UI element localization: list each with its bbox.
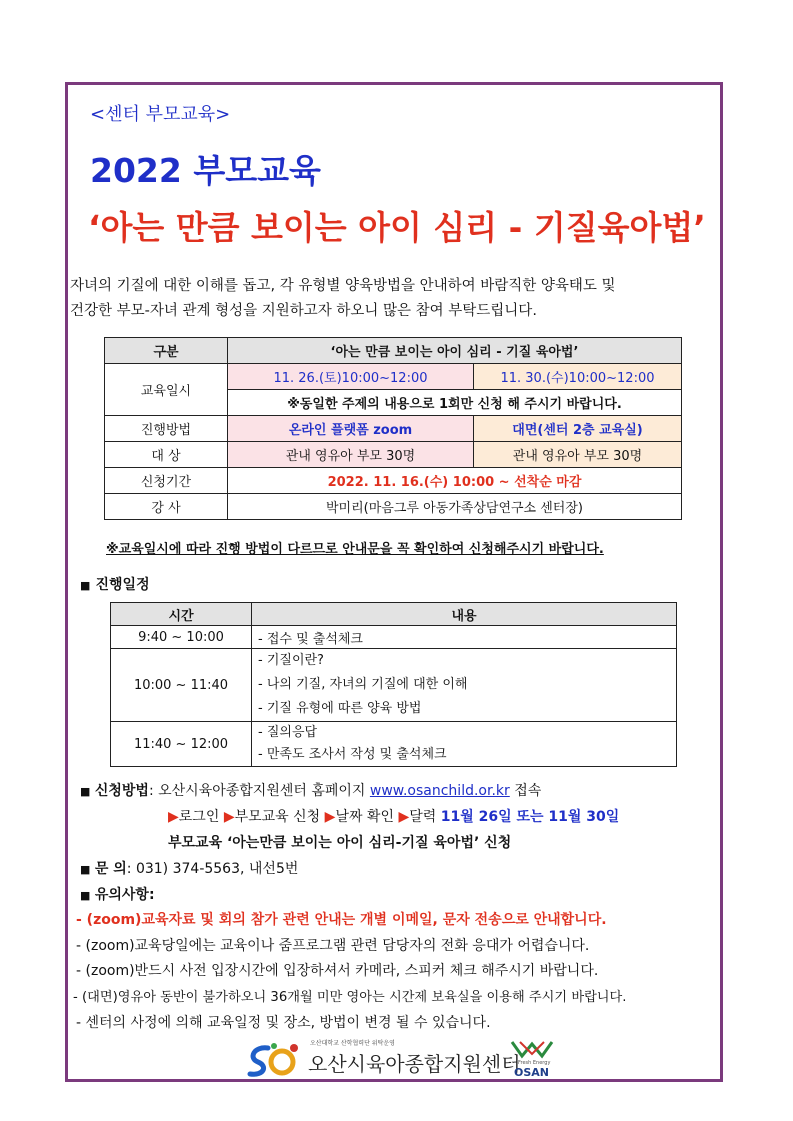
notes-heading	[80, 884, 155, 904]
apply-final: 부모교육 ‘아는만큼 보이는 아이 심리-기질 육아법’ 신청	[168, 835, 512, 851]
inquiry-value: : 031) 374-5563, 내선5번	[126, 861, 299, 877]
step-login: 로그인	[178, 809, 220, 825]
bullet-square-icon: ■	[80, 889, 91, 902]
bullet-square-icon: ■	[80, 785, 91, 798]
date-label: 교육일시	[105, 364, 228, 416]
intro-text	[70, 274, 722, 324]
schedule-item: - 접수 및 출석체크	[252, 626, 677, 649]
arrow-right-icon: ▶	[324, 809, 336, 825]
method-offline: 대면(센터 2층 교육실)	[474, 416, 682, 442]
date-online: 11. 26.(토)10:00~12:00	[228, 364, 474, 390]
center-name: 오산시육아종합지원센터	[308, 1052, 521, 1076]
lecturer-value: 박미리(마음그루 아동가족상담연구소 센터장)	[228, 494, 682, 520]
schedule-col-time: 시간	[111, 603, 252, 626]
method-label: 진행방법	[105, 416, 228, 442]
schedule-item: - 기질이란?	[258, 653, 324, 668]
info-header-value: ‘아는 만큼 보이는 아이 심리 - 기질 육아법’	[228, 338, 682, 364]
city-tagline: Fresh Energy	[518, 1060, 551, 1066]
bullet-square-icon: ■	[80, 863, 91, 876]
step-apply: 부모교육 신청	[234, 809, 321, 825]
step-dates: 11월 26일 또는 11월 30일	[440, 809, 620, 825]
apply-label: 신청방법	[94, 783, 149, 799]
intro-line-2: 건강한 부모-자녀 관계 형성을 지원하고자 하오니 많은 참여 부탁드립니다.	[70, 303, 537, 319]
method-online: 온라인 플랫폼 zoom	[228, 416, 474, 442]
schedule-item-group	[252, 722, 677, 767]
target-label: 대 상	[105, 442, 228, 468]
info-header-label: 구분	[105, 338, 228, 364]
note-2: - (zoom)교육당일에는 교육이나 줌프로그램 관련 담당자의 전화 응대가 어렵습니다.	[76, 938, 590, 954]
inquiry-line	[80, 858, 298, 878]
bullet-square-icon: ■	[80, 579, 91, 592]
period-value: 2022. 11. 16.(수) 10:00 ~ 선착순 마감	[228, 468, 682, 494]
schedule-item: - 나의 기질, 자녀의 기질에 대한 이해	[258, 677, 468, 692]
info-table	[104, 337, 682, 520]
sub-heading: <센터 부모교육>	[90, 104, 231, 125]
main-title: ‘아는 만큼 보이는 아이 심리 - 기질육아법’	[88, 208, 706, 247]
step-date: 날짜 확인	[335, 809, 394, 825]
schedule-col-content: 내용	[252, 603, 677, 626]
schedule-time: 10:00 ~ 11:40	[111, 649, 252, 722]
year-title: 2022 부모교육	[90, 151, 321, 190]
arrow-right-icon: ▶	[398, 809, 410, 825]
apply-line	[80, 780, 541, 800]
website-link[interactable]: www.osanchild.or.kr	[369, 783, 510, 799]
osan-city-icon	[510, 1038, 554, 1060]
schedule-item: - 기질 유형에 따른 양육 방법	[258, 701, 422, 716]
note-4: - (대면)영유아 동반이 불가하오니 36개월 미만 영아는 시간제 보육실을 이용해 주시기 바랍니다.	[73, 990, 627, 1005]
note-3: - (zoom)반드시 사전 입장시간에 입장하셔서 카메라, 스피커 체크 해주시기 바랍니다.	[76, 963, 599, 979]
target-offline: 관내 영유아 부모 30명	[474, 442, 682, 468]
note-1: - (zoom)교육자료 및 회의 참가 관련 안내는 개별 이메일, 문자 전송으로 안내합니다.	[76, 912, 607, 928]
schedule-table	[110, 602, 677, 767]
apply-text-end: 접속	[509, 783, 542, 799]
table-notice: ※교육일시에 따라 진행 방법이 다르므로 안내문을 꼭 확인하여 신청해주시기 바랍니다.	[106, 542, 604, 557]
note-5: - 센터의 사정에 의해 교육일정 및 장소, 방법이 변경 될 수 있습니다.	[76, 1015, 491, 1031]
lecturer-label: 강 사	[105, 494, 228, 520]
schedule-time: 9:40 ~ 10:00	[111, 626, 252, 649]
notes-label: 유의사항:	[94, 887, 155, 903]
footer-logo	[244, 1038, 564, 1082]
center-logo-icon	[244, 1040, 304, 1080]
apply-text: : 오산시육아종합지원센터 홈페이지	[148, 783, 370, 799]
arrow-right-icon: ▶	[168, 809, 179, 825]
apply-steps	[168, 806, 619, 826]
arrow-right-icon: ▶	[223, 809, 235, 825]
schedule-item: - 질의응답	[258, 725, 318, 740]
schedule-section-title: 진행일정	[95, 577, 150, 593]
logo-caption: 오산대학교 산학협력단 위탁운영	[310, 1040, 395, 1047]
city-name: OSAN	[514, 1066, 549, 1079]
date-offline: 11. 30.(수)10:00~12:00	[474, 364, 682, 390]
inquiry-label: 문 의	[94, 861, 127, 877]
schedule-time: 11:40 ~ 12:00	[111, 722, 252, 767]
schedule-item-group	[252, 649, 677, 722]
schedule-heading	[80, 574, 150, 594]
intro-line-1: 자녀의 기질에 대한 이해를 돕고, 각 유형별 양육방법을 안내하여 바람직한 양육태도 및	[70, 278, 616, 294]
schedule-item: - 만족도 조사서 작성 및 출석체크	[258, 747, 447, 762]
date-note: ※동일한 주제의 내용으로 1회만 신청 해 주시기 바랍니다.	[228, 390, 682, 416]
step-calendar: 달력	[409, 809, 437, 825]
target-online: 관내 영유아 부모 30명	[228, 442, 474, 468]
period-label: 신청기간	[105, 468, 228, 494]
